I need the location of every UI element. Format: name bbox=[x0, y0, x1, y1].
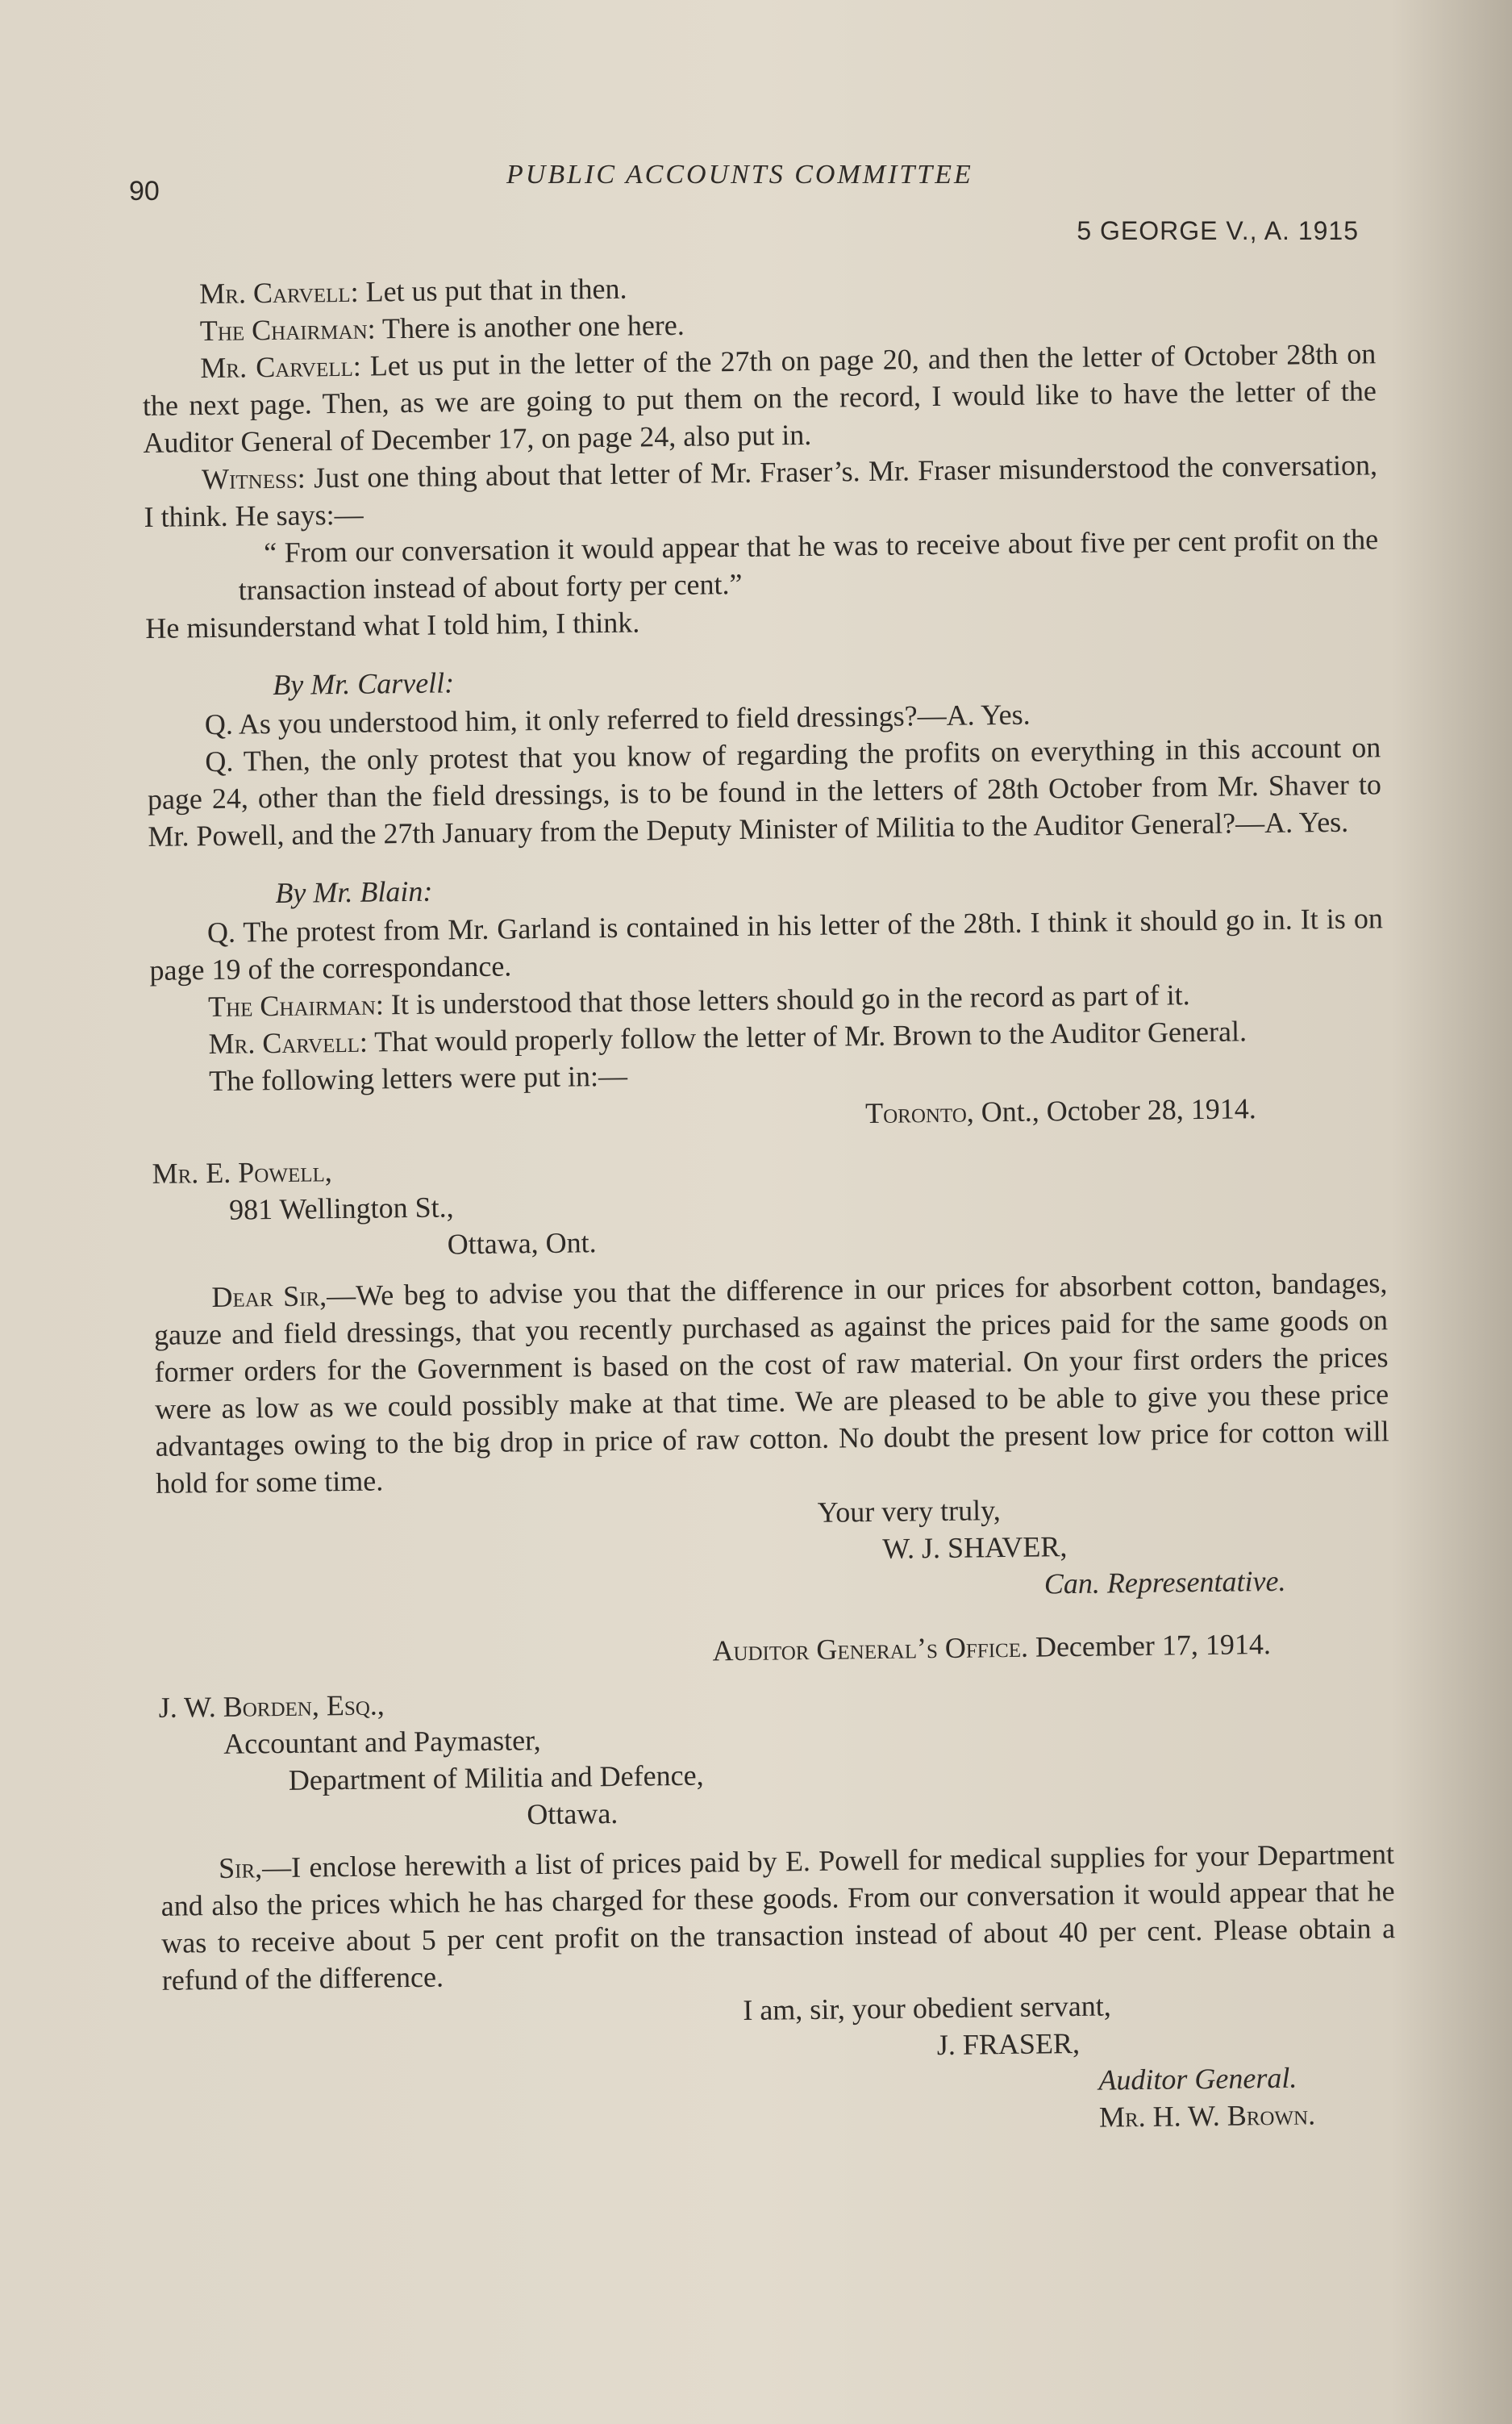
letter2-cc: Mr. H. W. Brown. bbox=[1098, 2098, 1316, 2134]
page-body bbox=[141, 261, 1397, 2147]
speaker: The Chairman: bbox=[199, 312, 376, 348]
speaker: Mr. Carvell: bbox=[208, 1025, 369, 1061]
letter1-closing: Your very truly, bbox=[817, 1494, 1002, 1529]
letter2-line3: Department of Militia and Defence, bbox=[288, 1759, 704, 1796]
letter2-address bbox=[158, 1674, 1393, 1838]
speaker: The Chairman: bbox=[207, 988, 385, 1024]
letter1-date: Ont., October 28, 1914. bbox=[973, 1092, 1256, 1129]
dialogue-paragraph: He misunderstand what I told him, I think. bbox=[145, 606, 640, 645]
letter1-city: Ottawa, Ont. bbox=[447, 1226, 597, 1261]
letter1-text: —We beg to advise you that the difference in our prices for absorbent cotton, bandages, gauze and field dressings, that you recently purchased as against the prices paid for the same goods on former orders for the Government is based on the cost of raw material. On your first orders the prices were as low as we could possibly make at that time. We are pleased to be able to give you these price advantages owing to the big drop in price of raw cotton. No doubt the present low price for cotton will hold for some time. bbox=[153, 1266, 1389, 1500]
letter1-address bbox=[152, 1140, 1387, 1266]
letter2-text: —I enclose herewith a list of prices paid by E. Powell for medical supplies for your Department and also the prices which he has charged for these goods. From our conversation it would appear that he was to receive about 5 per cent profit on the transaction instead of about 40 per cent. Please obtain a refund of the difference. bbox=[160, 1838, 1396, 1996]
letter1-title: Can. Representative. bbox=[1043, 1564, 1286, 1600]
letter1-signature: W. J. SHAVER, bbox=[882, 1530, 1068, 1565]
letter1-body bbox=[153, 1264, 1389, 1502]
letter2-salutation: Sir, bbox=[218, 1851, 263, 1884]
dialogue-paragraph: The following letters were put in:— bbox=[208, 1059, 628, 1098]
running-head: PUBLIC ACCOUNTS COMMITTEE bbox=[506, 160, 973, 190]
speech: It is understood that those letters should go in the record as part of it. bbox=[383, 978, 1190, 1021]
question-answer: Q. As you understood him, it only referred to field dressings?—A. Yes. bbox=[204, 698, 1031, 741]
speaker: Mr. Carvell: bbox=[199, 275, 359, 311]
letter1-street: 981 Wellington St., bbox=[228, 1191, 454, 1226]
letter2-line4: Ottawa. bbox=[527, 1796, 619, 1831]
page-number: 90 bbox=[129, 176, 160, 207]
examiner-heading: By Mr. Carvell: bbox=[272, 666, 455, 702]
letter2-closing: I am, sir, your obedient servant, bbox=[743, 1989, 1111, 2027]
letter2-date: December 17, 1914. bbox=[1027, 1628, 1272, 1663]
letter2-addressee: J. W. Borden, Esq., bbox=[158, 1688, 385, 1724]
speech: Let us put in the letter of the 27th on page 20, and then the letter of October 28th on the next page. Then, as we are going to put them on the record, I would like to have the letter of the Auditor General of December 17, on page 24, also put in. bbox=[142, 337, 1377, 459]
question-answer: Q. The protest from Mr. Garland is contained in his letter of the 28th. I think it should go in. It is on page 19 of the correspondance. bbox=[149, 902, 1384, 987]
letter2-dateline bbox=[158, 1624, 1392, 1676]
speech: There is another one here. bbox=[375, 308, 685, 345]
letter2-signature: J. FRASER, bbox=[936, 2026, 1081, 2062]
speaker: Mr. Carvell: bbox=[200, 349, 362, 385]
letter2-office: Auditor General’s Office. bbox=[712, 1630, 1029, 1667]
letter2 bbox=[158, 1624, 1398, 2147]
session-line: 5 GEORGE V., A. 1915 bbox=[1077, 216, 1359, 245]
speech: Let us put that in then. bbox=[358, 272, 627, 308]
speaker: Witness: bbox=[201, 461, 306, 496]
letter2-title: Auditor General. bbox=[1098, 2061, 1297, 2096]
letter1-salutation: Dear Sir, bbox=[211, 1279, 327, 1314]
speech: Just one thing about that letter of Mr. Fraser’s. Mr. Fraser misunderstood the conversation, I think. He says:— bbox=[144, 449, 1378, 533]
letter2-line2: Accountant and Paymaster, bbox=[223, 1724, 541, 1760]
examiner-heading: By Mr. Blain: bbox=[275, 874, 433, 910]
letter2-body bbox=[160, 1835, 1396, 1999]
letter1-place: Toronto, bbox=[864, 1095, 975, 1130]
letter1-addressee: Mr. E. Powell, bbox=[152, 1155, 332, 1190]
block-quote: “ From our conversation it would appear that he was to receive about five per cent profit on the transaction instead of about forty per cent.” bbox=[238, 523, 1379, 607]
speech: That would properly follow the letter of Mr. Brown to the Auditor General. bbox=[367, 1015, 1248, 1058]
dialogue-paragraph bbox=[142, 335, 1377, 461]
question-answer: Q. Then, the only protest that you know of regarding the profits on everything in this account on page 24, other than the field dressings, is to be found in the letters of 28th October from Mr. Shaver to Mr. Powell, and the 27th January from the Deputy Minister of Militia to the Auditor General?—A. Yes. bbox=[147, 731, 1382, 853]
